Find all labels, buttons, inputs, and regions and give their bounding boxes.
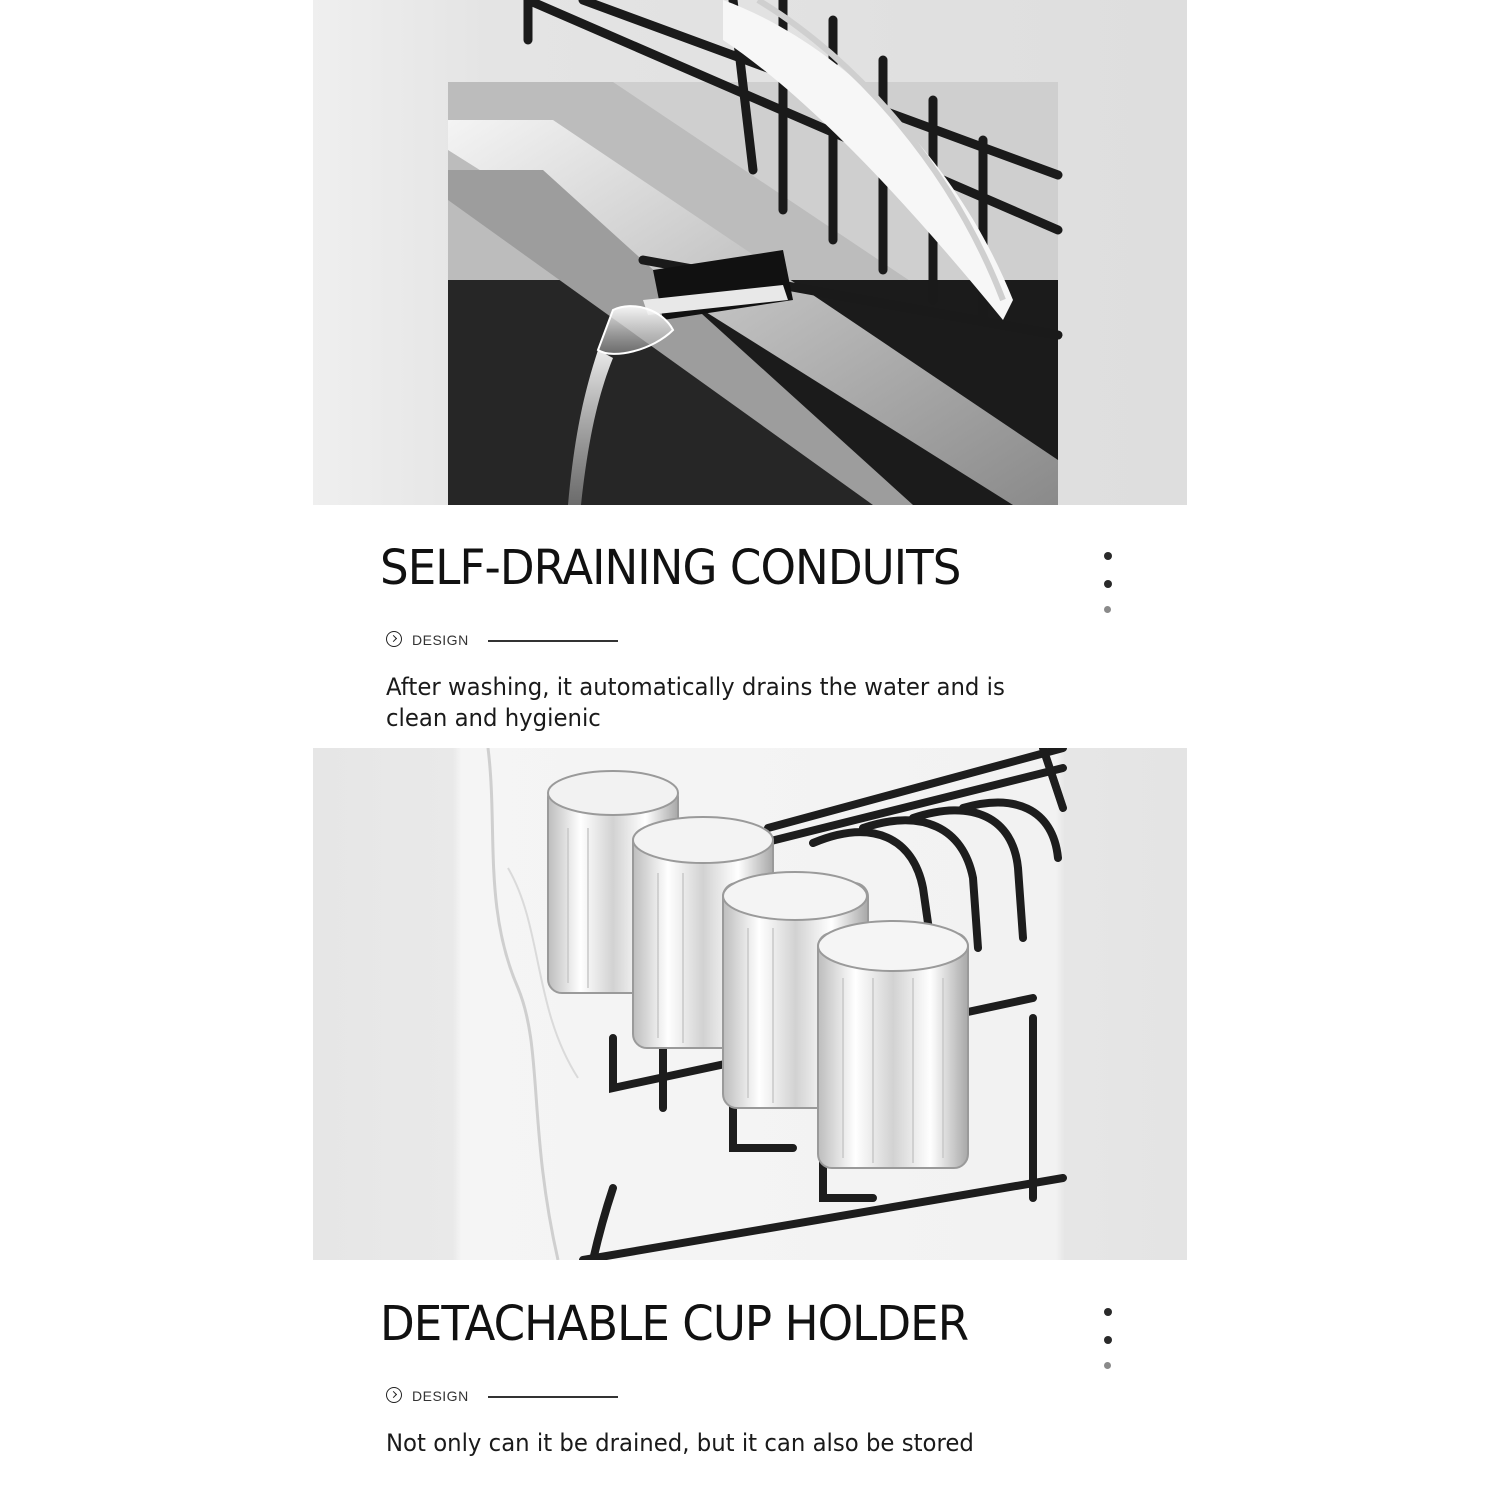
circle-chevron-right-icon	[386, 631, 402, 647]
design-tag	[386, 630, 626, 650]
feature-title: DETACHABLE CUP HOLDER	[380, 1296, 969, 1352]
feature-description: Not only can it be drained, but it can also be stored	[386, 1429, 974, 1457]
cup-holder-glasses-photo	[313, 748, 1187, 1260]
dish-rack-drain-spout-photo	[313, 0, 1187, 505]
feature-description: After washing, it automatically drains the water and is clean and hygienic	[386, 673, 1005, 732]
divider-line	[488, 1396, 618, 1398]
design-tag	[386, 1386, 626, 1406]
design-tag-label: DESIGN	[412, 632, 469, 648]
circle-chevron-right-icon	[386, 1387, 402, 1403]
design-tag-label: DESIGN	[412, 1388, 469, 1404]
divider-line	[488, 640, 618, 642]
feature-title: SELF-DRAINING CONDUITS	[380, 540, 961, 596]
